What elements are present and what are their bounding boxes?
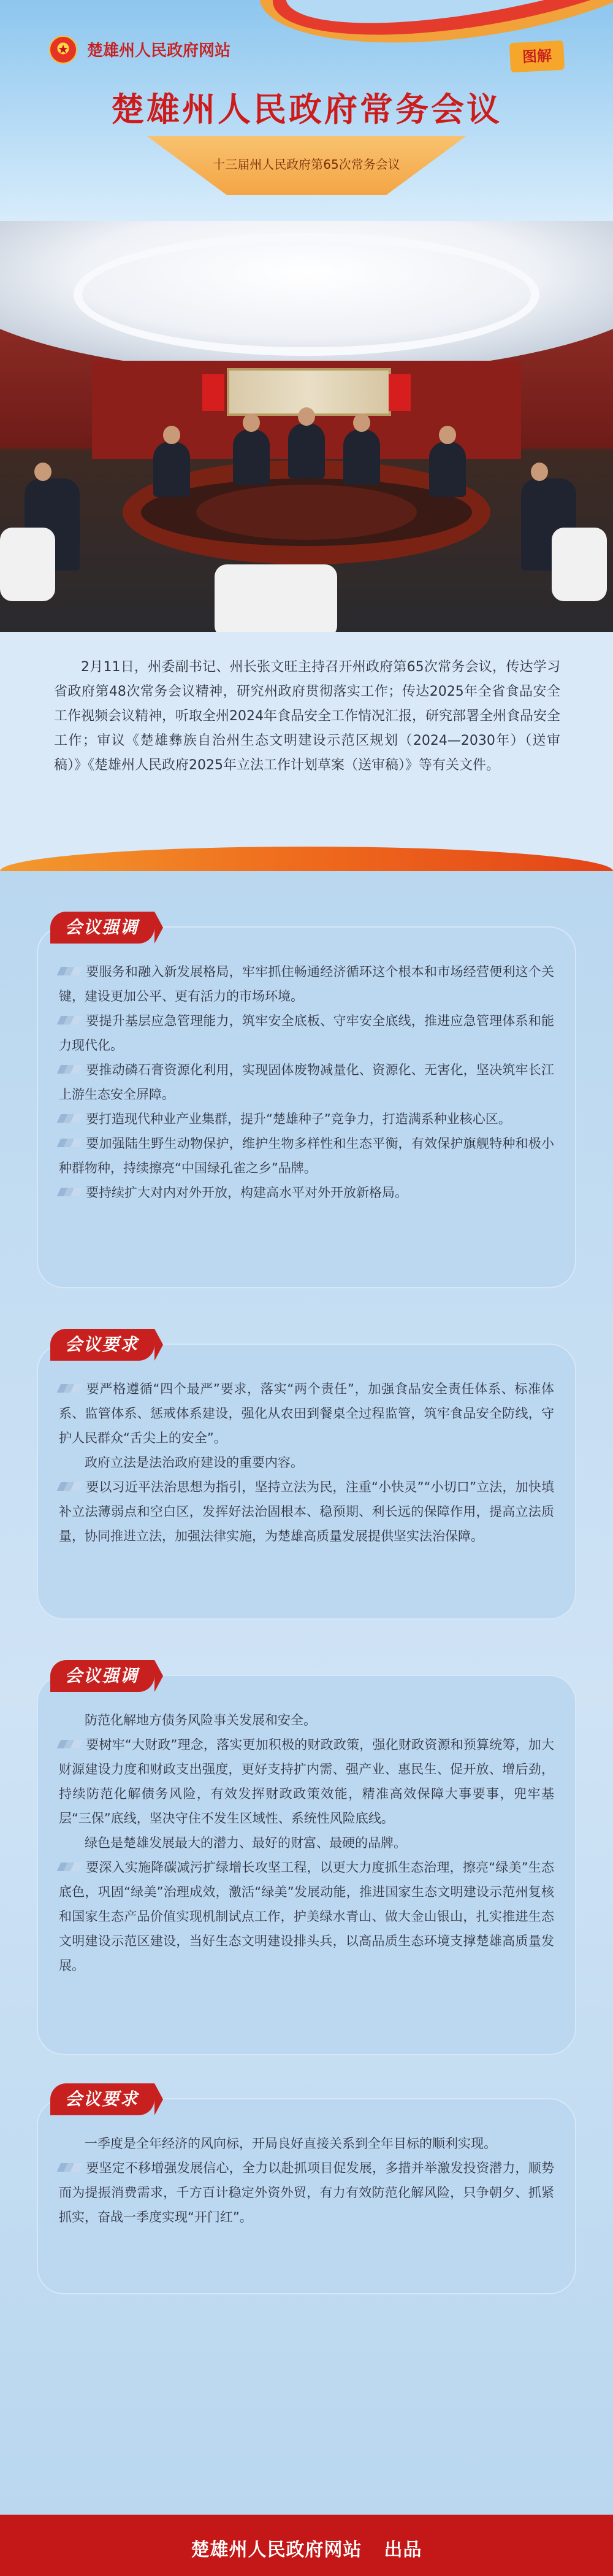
item-text: 要深入实施降碳减污扩绿增长攻坚工程，以更大力度抓生态治理，擦亮“绿美”生态底色，巩固“绿美”治理成效，激活“绿美”发展动能，推进国家生态文明建设示范州复核和国家生态产品价值实现机制试点工作，护美绿水青山、做大金山银山，扎实推进生态文明建设示范区建设，当好生态文明建设排头兵，以高品质生态环境支撑楚雄高质量发展。 bbox=[59, 1860, 554, 1973]
national-emblem-icon: ★ bbox=[49, 36, 77, 64]
page-title: 楚雄州人民政府常务会议 bbox=[111, 90, 502, 129]
bullet-item bbox=[59, 1377, 554, 1450]
chair-shape bbox=[552, 528, 607, 601]
bullet-icon bbox=[59, 2163, 80, 2172]
intro-panel bbox=[0, 632, 613, 877]
bullet-icon bbox=[59, 1139, 80, 1147]
chair-shape bbox=[0, 528, 55, 601]
bullet-icon bbox=[59, 1188, 80, 1196]
footer-suffix: 出品 bbox=[384, 2539, 422, 2561]
bullet-icon bbox=[59, 1065, 80, 1074]
bullet-item bbox=[59, 1475, 554, 1548]
item-text: 要以习近平法治思想为指引，坚持立法为民，注重“小快灵”“小切口”立法，加快填补立法薄弱点和空白区，发挥好法治固根本、稳预期、利长远的保障作用，提高立法质量，协同推进立法，加强法律实施，为楚雄高质量发展提供坚实法治保障。 bbox=[59, 1480, 554, 1544]
bullet-item bbox=[59, 1058, 554, 1107]
flag-icon bbox=[202, 374, 224, 411]
person-figure bbox=[233, 429, 270, 485]
item-text: 要打造现代种业产业集群，提升“楚雄种子”竞争力，打造满系种业核心区。 bbox=[86, 1112, 511, 1126]
bullet-icon bbox=[59, 1482, 80, 1491]
bullet-item bbox=[59, 1732, 554, 1831]
page-subtitle: 十三届州人民政府第65次常务会议 bbox=[213, 157, 400, 172]
item-text: 要推动磷石膏资源化利用，实现固体废物减量化、资源化、无害化，坚决筑牢长江上游生态安全屏障。 bbox=[59, 1063, 554, 1102]
section-items bbox=[59, 1377, 554, 1548]
section-card bbox=[37, 917, 576, 1288]
photo-table-center bbox=[196, 485, 417, 540]
item-text: 要持续扩大对内对外开放，构建高水平对外开放新格局。 bbox=[86, 1185, 408, 1200]
item-text: 要服务和融入新发展格局，牢牢抓住畅通经济循环这个根本和市场经营便利这个关键，建设更加公平、更有活力的市场环境。 bbox=[59, 964, 554, 1004]
section-card bbox=[37, 1666, 576, 2055]
paragraph-item bbox=[59, 1831, 554, 1855]
section-items bbox=[59, 959, 554, 1205]
paragraph-item bbox=[59, 1450, 554, 1475]
item-text: 绿色是楚雄发展最大的潜力、最好的财富、最硬的品牌。 bbox=[85, 1836, 406, 1850]
site-name: 楚雄州人民政府网站 bbox=[87, 42, 231, 60]
footer-publisher: 楚雄州人民政府网站 bbox=[191, 2539, 362, 2561]
bullet-icon bbox=[59, 1114, 80, 1123]
bullet-icon bbox=[59, 1384, 80, 1393]
bullet-icon bbox=[59, 1016, 80, 1025]
header-banner bbox=[0, 0, 613, 221]
bullet-item bbox=[59, 1107, 554, 1131]
person-figure bbox=[153, 442, 190, 497]
person-figure bbox=[288, 423, 325, 479]
section-card bbox=[37, 2089, 576, 2294]
intro-text: 2月11日，州委副书记、州长张文旺主持召开州政府第65次常务会议，传达学习省政府第48次常务会议精神，研究州政府贯彻落实工作；传达2025年全省食品安全工作视频会议精神，听取全州2024年食品安全工作情况汇报，研究部署全州食品安全工作；审议《楚雄彝族自治州生态文明建设示范区规划（2024—2030年）（送审稿）》《楚雄州人民政府2025年立法工作计划草案（送审稿）》等有关文件。 bbox=[54, 659, 560, 773]
item-text: 要树牢“大财政”理念，落实更加积极的财政政策，强化财政资源和预算统筹，加大财源建设力度和财政支出强度，更好支持扩内需、强产业、惠民生、促开放、增后劲，持续防范化解债务风险，有效发挥财政政策效能，精准高效保障大事要事，兜牢基层“三保”底线，坚决守住不发生区域性、系统性风险底线。 bbox=[59, 1737, 554, 1826]
bullet-item bbox=[59, 1131, 554, 1180]
footer-bar bbox=[0, 2515, 613, 2576]
section-items bbox=[59, 2131, 554, 2229]
meeting-photo bbox=[0, 221, 613, 632]
person-figure bbox=[343, 429, 380, 485]
paragraph-item bbox=[59, 2131, 554, 2156]
bullet-item bbox=[59, 1009, 554, 1058]
chair-shape bbox=[215, 564, 337, 632]
bullet-item bbox=[59, 959, 554, 1009]
item-text: 一季度是全年经济的风向标，开局良好直接关系到全年目标的顺利实现。 bbox=[85, 2136, 497, 2151]
item-text: 要严格遵循“四个最严”要求，落实“两个责任”，加强食品安全责任体系、标准体系、监管体系、惩戒体系建设，强化从农田到餐桌全过程监管，筑牢食品安全防线，守护人民群众“舌尖上的安全”。 bbox=[59, 1382, 554, 1445]
section-items bbox=[59, 1708, 554, 1978]
item-text: 政府立法是法治政府建设的重要内容。 bbox=[85, 1455, 303, 1470]
person-figure bbox=[429, 442, 466, 497]
bullet-item bbox=[59, 2156, 554, 2229]
footer-credit bbox=[0, 2534, 613, 2561]
section-tag: 会议要求 bbox=[50, 2083, 154, 2115]
bullet-item bbox=[59, 1180, 554, 1205]
item-text: 防范化解地方债务风险事关发展和安全。 bbox=[85, 1713, 316, 1728]
section-card bbox=[37, 1334, 576, 1620]
flag-icon bbox=[389, 374, 411, 411]
item-text: 要加强陆生野生动物保护，维护生物多样性和生态平衡，有效保护旗舰特种和极小种群物种，持续擦亮“中国绿孔雀之乡”品牌。 bbox=[59, 1136, 554, 1175]
section-tag: 会议要求 bbox=[50, 1329, 154, 1361]
section-tag: 会议强调 bbox=[50, 912, 154, 944]
paragraph-item bbox=[59, 1708, 554, 1732]
bullet-icon bbox=[59, 1863, 80, 1871]
item-text: 要坚定不移增强发展信心，全力以赴抓项目促发展，多措并举激发投资潜力，顺势而为提振消费需求，千方百计稳定外资外贸，有力有效防范化解风险，只争朝夕、抓紧抓实，奋战一季度实现“开门红”。 bbox=[59, 2161, 554, 2224]
bullet-icon bbox=[59, 967, 80, 975]
section-tag: 会议强调 bbox=[50, 1660, 154, 1692]
item-text: 要提升基层应急管理能力，筑牢安全底板、守牢安全底线，推进应急管理体系和能力现代化。 bbox=[59, 1013, 554, 1053]
photo-ceiling-ring bbox=[74, 233, 539, 356]
tujie-badge: 图解 bbox=[509, 40, 565, 73]
bullet-item bbox=[59, 1855, 554, 1978]
bullet-icon bbox=[59, 1740, 80, 1748]
